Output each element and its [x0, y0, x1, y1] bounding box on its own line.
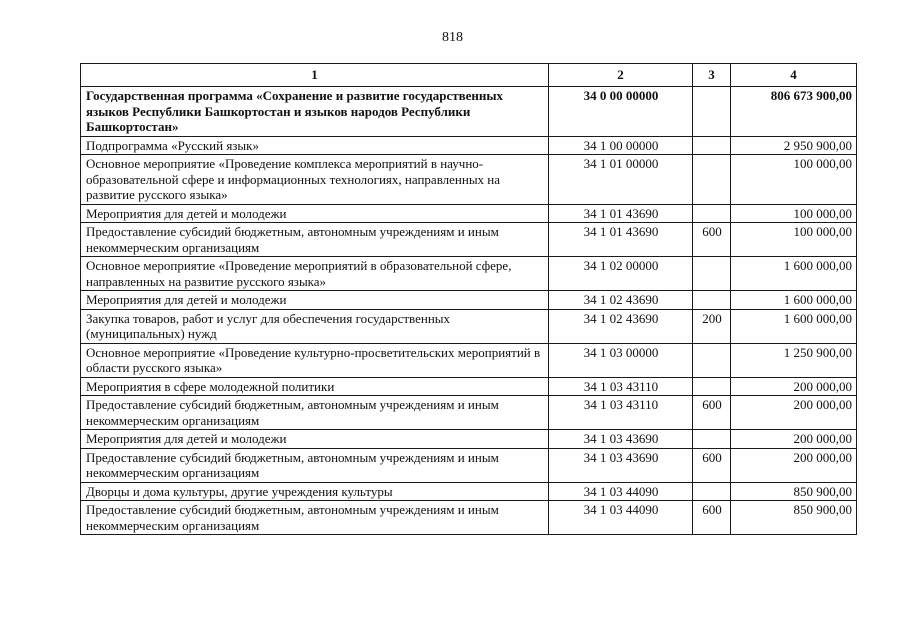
- item-name-cell: Мероприятия для детей и молодежи: [81, 204, 549, 223]
- column-header: 1: [81, 64, 549, 87]
- item-name-cell: Дворцы и дома культуры, другие учреждения культуры: [81, 482, 549, 501]
- table-row: [81, 87, 857, 137]
- item-name-cell: Основное мероприятие «Проведение культурно-просветительских мероприятий в области русского языка»: [81, 343, 549, 377]
- item-name-cell: Мероприятия в сфере молодежной политики: [81, 377, 549, 396]
- item-name-cell: Предоставление субсидий бюджетным, автономным учреждениям и иным некоммерческим организациям: [81, 448, 549, 482]
- table-row: [81, 291, 857, 310]
- table-row: [81, 377, 857, 396]
- amount-cell: 1 600 000,00: [731, 291, 857, 310]
- item-name-cell: Государственная программа «Сохранение и развитие государственных языков Республики Башкортостан и языков народов Республики Башкортостан»: [81, 87, 549, 137]
- table-row: [81, 257, 857, 291]
- expense-type-cell: [693, 155, 731, 205]
- expense-type-cell: [693, 291, 731, 310]
- item-name-cell: Предоставление субсидий бюджетным, автономным учреждениям и иным некоммерческим организациям: [81, 396, 549, 430]
- table-row: [81, 309, 857, 343]
- amount-cell: 850 900,00: [731, 482, 857, 501]
- expense-type-cell: [693, 343, 731, 377]
- expense-type-cell: [693, 430, 731, 449]
- expense-type-cell: [693, 204, 731, 223]
- target-code-cell: 34 1 03 43110: [549, 396, 693, 430]
- target-code-cell: 34 1 03 43110: [549, 377, 693, 396]
- amount-cell: 100 000,00: [731, 155, 857, 205]
- target-code-cell: 34 1 03 00000: [549, 343, 693, 377]
- expense-type-cell: 600: [693, 223, 731, 257]
- expense-type-cell: [693, 482, 731, 501]
- amount-cell: 1 250 900,00: [731, 343, 857, 377]
- expense-type-cell: 600: [693, 501, 731, 535]
- table-row: [81, 136, 857, 155]
- item-name-cell: Мероприятия для детей и молодежи: [81, 430, 549, 449]
- target-code-cell: 34 0 00 00000: [549, 87, 693, 137]
- expense-type-cell: [693, 87, 731, 137]
- target-code-cell: 34 1 03 44090: [549, 482, 693, 501]
- table-row: [81, 343, 857, 377]
- target-code-cell: 34 1 01 43690: [549, 204, 693, 223]
- item-name-cell: Подпрограмма «Русский язык»: [81, 136, 549, 155]
- amount-cell: 200 000,00: [731, 396, 857, 430]
- amount-cell: 100 000,00: [731, 204, 857, 223]
- expense-type-cell: [693, 257, 731, 291]
- expense-type-cell: [693, 136, 731, 155]
- amount-cell: 1 600 000,00: [731, 309, 857, 343]
- table-row: [81, 155, 857, 205]
- item-name-cell: Предоставление субсидий бюджетным, автономным учреждениям и иным некоммерческим организациям: [81, 501, 549, 535]
- amount-cell: 200 000,00: [731, 448, 857, 482]
- target-code-cell: 34 1 01 00000: [549, 155, 693, 205]
- table-row: [81, 204, 857, 223]
- target-code-cell: 34 1 02 00000: [549, 257, 693, 291]
- item-name-cell: Закупка товаров, работ и услуг для обеспечения государственных (муниципальных) нужд: [81, 309, 549, 343]
- table-row: [81, 482, 857, 501]
- target-code-cell: 34 1 03 44090: [549, 501, 693, 535]
- column-header: 2: [549, 64, 693, 87]
- amount-cell: 100 000,00: [731, 223, 857, 257]
- item-name-cell: Мероприятия для детей и молодежи: [81, 291, 549, 310]
- target-code-cell: 34 1 00 00000: [549, 136, 693, 155]
- target-code-cell: 34 1 01 43690: [549, 223, 693, 257]
- expense-type-cell: 200: [693, 309, 731, 343]
- column-header: 3: [693, 64, 731, 87]
- table-row: [81, 223, 857, 257]
- column-header: 4: [731, 64, 857, 87]
- amount-cell: 2 950 900,00: [731, 136, 857, 155]
- table-body: [81, 87, 857, 535]
- amount-cell: 806 673 900,00: [731, 87, 857, 137]
- amount-cell: 200 000,00: [731, 377, 857, 396]
- target-code-cell: 34 1 02 43690: [549, 309, 693, 343]
- target-code-cell: 34 1 03 43690: [549, 448, 693, 482]
- expense-type-cell: 600: [693, 448, 731, 482]
- table-row: [81, 430, 857, 449]
- amount-cell: 200 000,00: [731, 430, 857, 449]
- table-row: [81, 396, 857, 430]
- table-row: [81, 501, 857, 535]
- item-name-cell: Предоставление субсидий бюджетным, автономным учреждениям и иным некоммерческим организациям: [81, 223, 549, 257]
- item-name-cell: Основное мероприятие «Проведение комплекса мероприятий в научно-образовательной сфере и информационных технологиях, направленных на развитие русского языка»: [81, 155, 549, 205]
- page-number: 818: [442, 30, 463, 45]
- item-name-cell: Основное мероприятие «Проведение мероприятий в образовательной сфере, направленных на развитие русского языка»: [81, 257, 549, 291]
- target-code-cell: 34 1 02 43690: [549, 291, 693, 310]
- expense-type-cell: [693, 377, 731, 396]
- amount-cell: 850 900,00: [731, 501, 857, 535]
- table-header-row: [81, 64, 857, 87]
- expense-type-cell: 600: [693, 396, 731, 430]
- table-row: [81, 448, 857, 482]
- target-code-cell: 34 1 03 43690: [549, 430, 693, 449]
- budget-table: [80, 63, 857, 535]
- amount-cell: 1 600 000,00: [731, 257, 857, 291]
